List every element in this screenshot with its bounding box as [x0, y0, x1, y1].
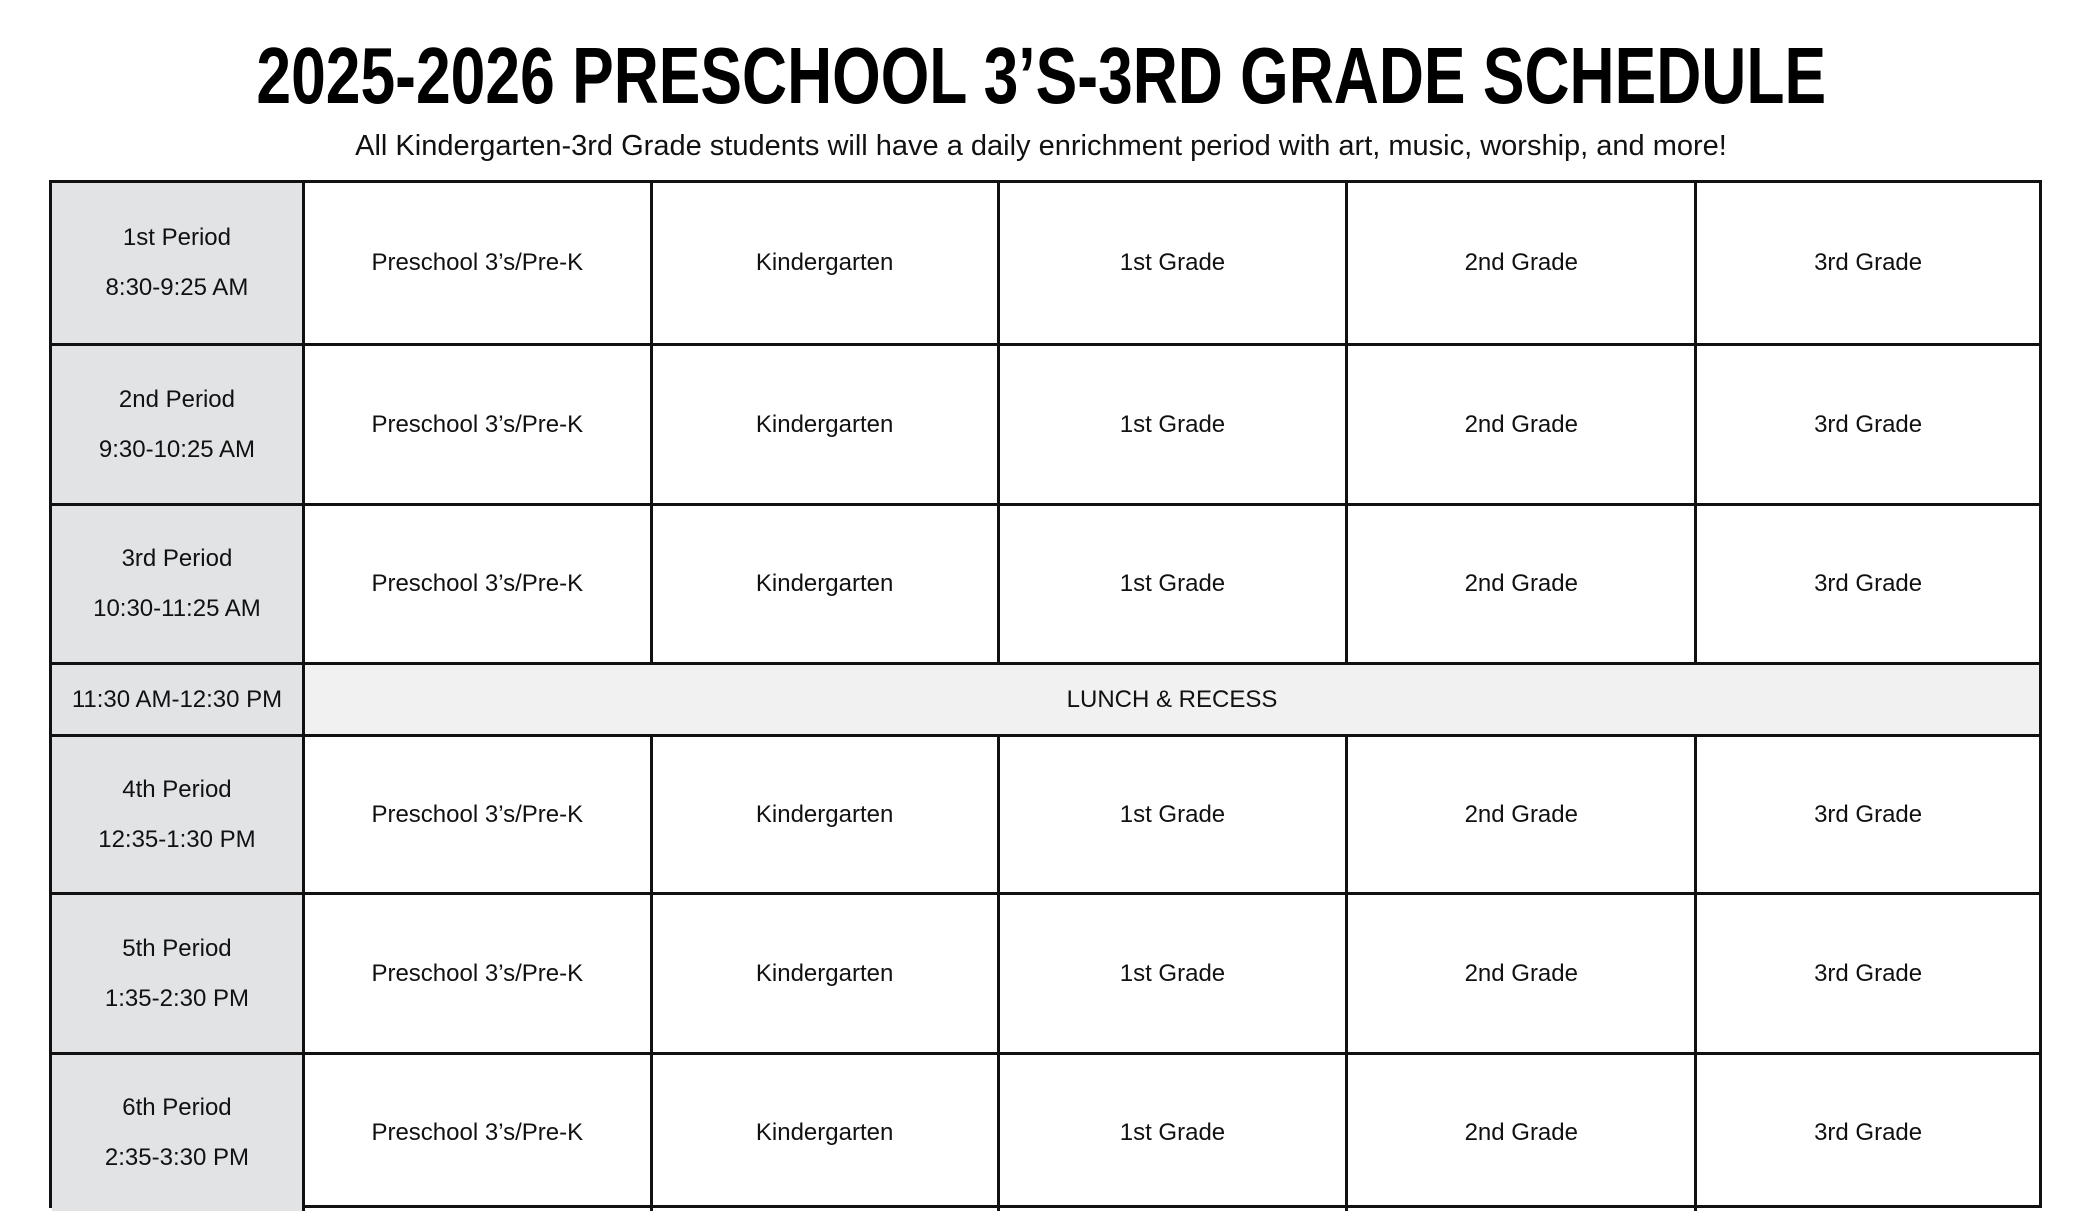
- period-row: [52, 183, 2039, 343]
- grade-cell: Kindergarten: [650, 346, 997, 503]
- grade-cell: 3rd Grade: [1694, 1055, 2039, 1211]
- grade-cell: 3rd Grade: [1694, 895, 2039, 1052]
- period-time: 11:30 AM-12:30 PM: [71, 685, 283, 713]
- time-cell: [52, 506, 302, 662]
- grade-cell: 3rd Grade: [1694, 346, 2039, 503]
- grade-cell: 1st Grade: [997, 506, 1346, 662]
- time-cell: [52, 895, 302, 1052]
- grade-cell: Preschool 3’s/Pre-K: [302, 183, 650, 343]
- period-row: [52, 734, 2039, 892]
- period-row: [52, 343, 2039, 503]
- period-label: 4th Period: [122, 775, 232, 803]
- grade-cell: 2nd Grade: [1345, 183, 1694, 343]
- grade-cell: 3rd Grade: [1694, 737, 2039, 892]
- grade-cell: Kindergarten: [650, 506, 997, 662]
- time-cell: [52, 346, 302, 503]
- time-cell: [52, 737, 302, 892]
- grade-cell: 3rd Grade: [1694, 506, 2039, 662]
- grade-cell: Kindergarten: [650, 183, 997, 343]
- grade-cell: 2nd Grade: [1345, 506, 1694, 662]
- grade-cell: 3rd Grade: [1694, 183, 2039, 343]
- period-label: 5th Period: [122, 934, 232, 962]
- period-time: 12:35-1:30 PM: [98, 825, 256, 853]
- period-time: 9:30-10:25 AM: [98, 435, 255, 463]
- grade-cell: 1st Grade: [997, 183, 1346, 343]
- time-cell: [52, 1055, 302, 1211]
- grade-cell: 2nd Grade: [1345, 346, 1694, 503]
- time-cell: [52, 183, 302, 343]
- period-label: 2nd Period: [118, 385, 235, 413]
- grade-cell: 1st Grade: [997, 1055, 1346, 1211]
- grade-cell: Preschool 3’s/Pre-K: [302, 506, 650, 662]
- grade-cell: Kindergarten: [650, 1055, 997, 1211]
- grade-cell: 2nd Grade: [1345, 1055, 1694, 1211]
- period-row: [52, 1052, 2039, 1211]
- grade-cell: Preschool 3’s/Pre-K: [302, 895, 650, 1052]
- period-label: 6th Period: [122, 1094, 232, 1121]
- grade-cell: Kindergarten: [650, 737, 997, 892]
- period-row: [52, 503, 2039, 662]
- page-title-wrap: [0, 31, 2082, 120]
- lunch-row: [52, 662, 2039, 734]
- grade-cell: Kindergarten: [650, 895, 997, 1052]
- grade-cell: Preschool 3’s/Pre-K: [302, 1055, 650, 1211]
- page-title: 2025-2026 PRESCHOOL 3’S-3RD GRADE SCHEDULE: [256, 31, 1826, 120]
- grade-cell: 1st Grade: [997, 895, 1346, 1052]
- period-label: 3rd Period: [121, 545, 233, 572]
- period-label: 1st Period: [122, 224, 231, 251]
- grade-cell: 2nd Grade: [1345, 895, 1694, 1052]
- page-subtitle: All Kindergarten-3rd Grade students will have a daily enrichment period with art, music, worship, and more!: [355, 130, 1727, 162]
- schedule-table: [49, 180, 2042, 1208]
- grade-cell: Preschool 3’s/Pre-K: [302, 737, 650, 892]
- grade-cell: Preschool 3’s/Pre-K: [302, 346, 650, 503]
- period-time: 2:35-3:30 PM: [104, 1144, 249, 1171]
- period-row: [52, 892, 2039, 1052]
- period-time: 8:30-9:25 AM: [105, 274, 249, 301]
- grade-cell: 1st Grade: [997, 737, 1346, 892]
- period-time: 1:35-2:30 PM: [104, 984, 249, 1012]
- grade-cell: 1st Grade: [997, 346, 1346, 503]
- period-time: 10:30-11:25 AM: [93, 595, 261, 622]
- time-cell: [52, 665, 302, 734]
- lunch-recess-cell: LUNCH & RECESS: [302, 665, 2039, 734]
- grade-cell: 2nd Grade: [1345, 737, 1694, 892]
